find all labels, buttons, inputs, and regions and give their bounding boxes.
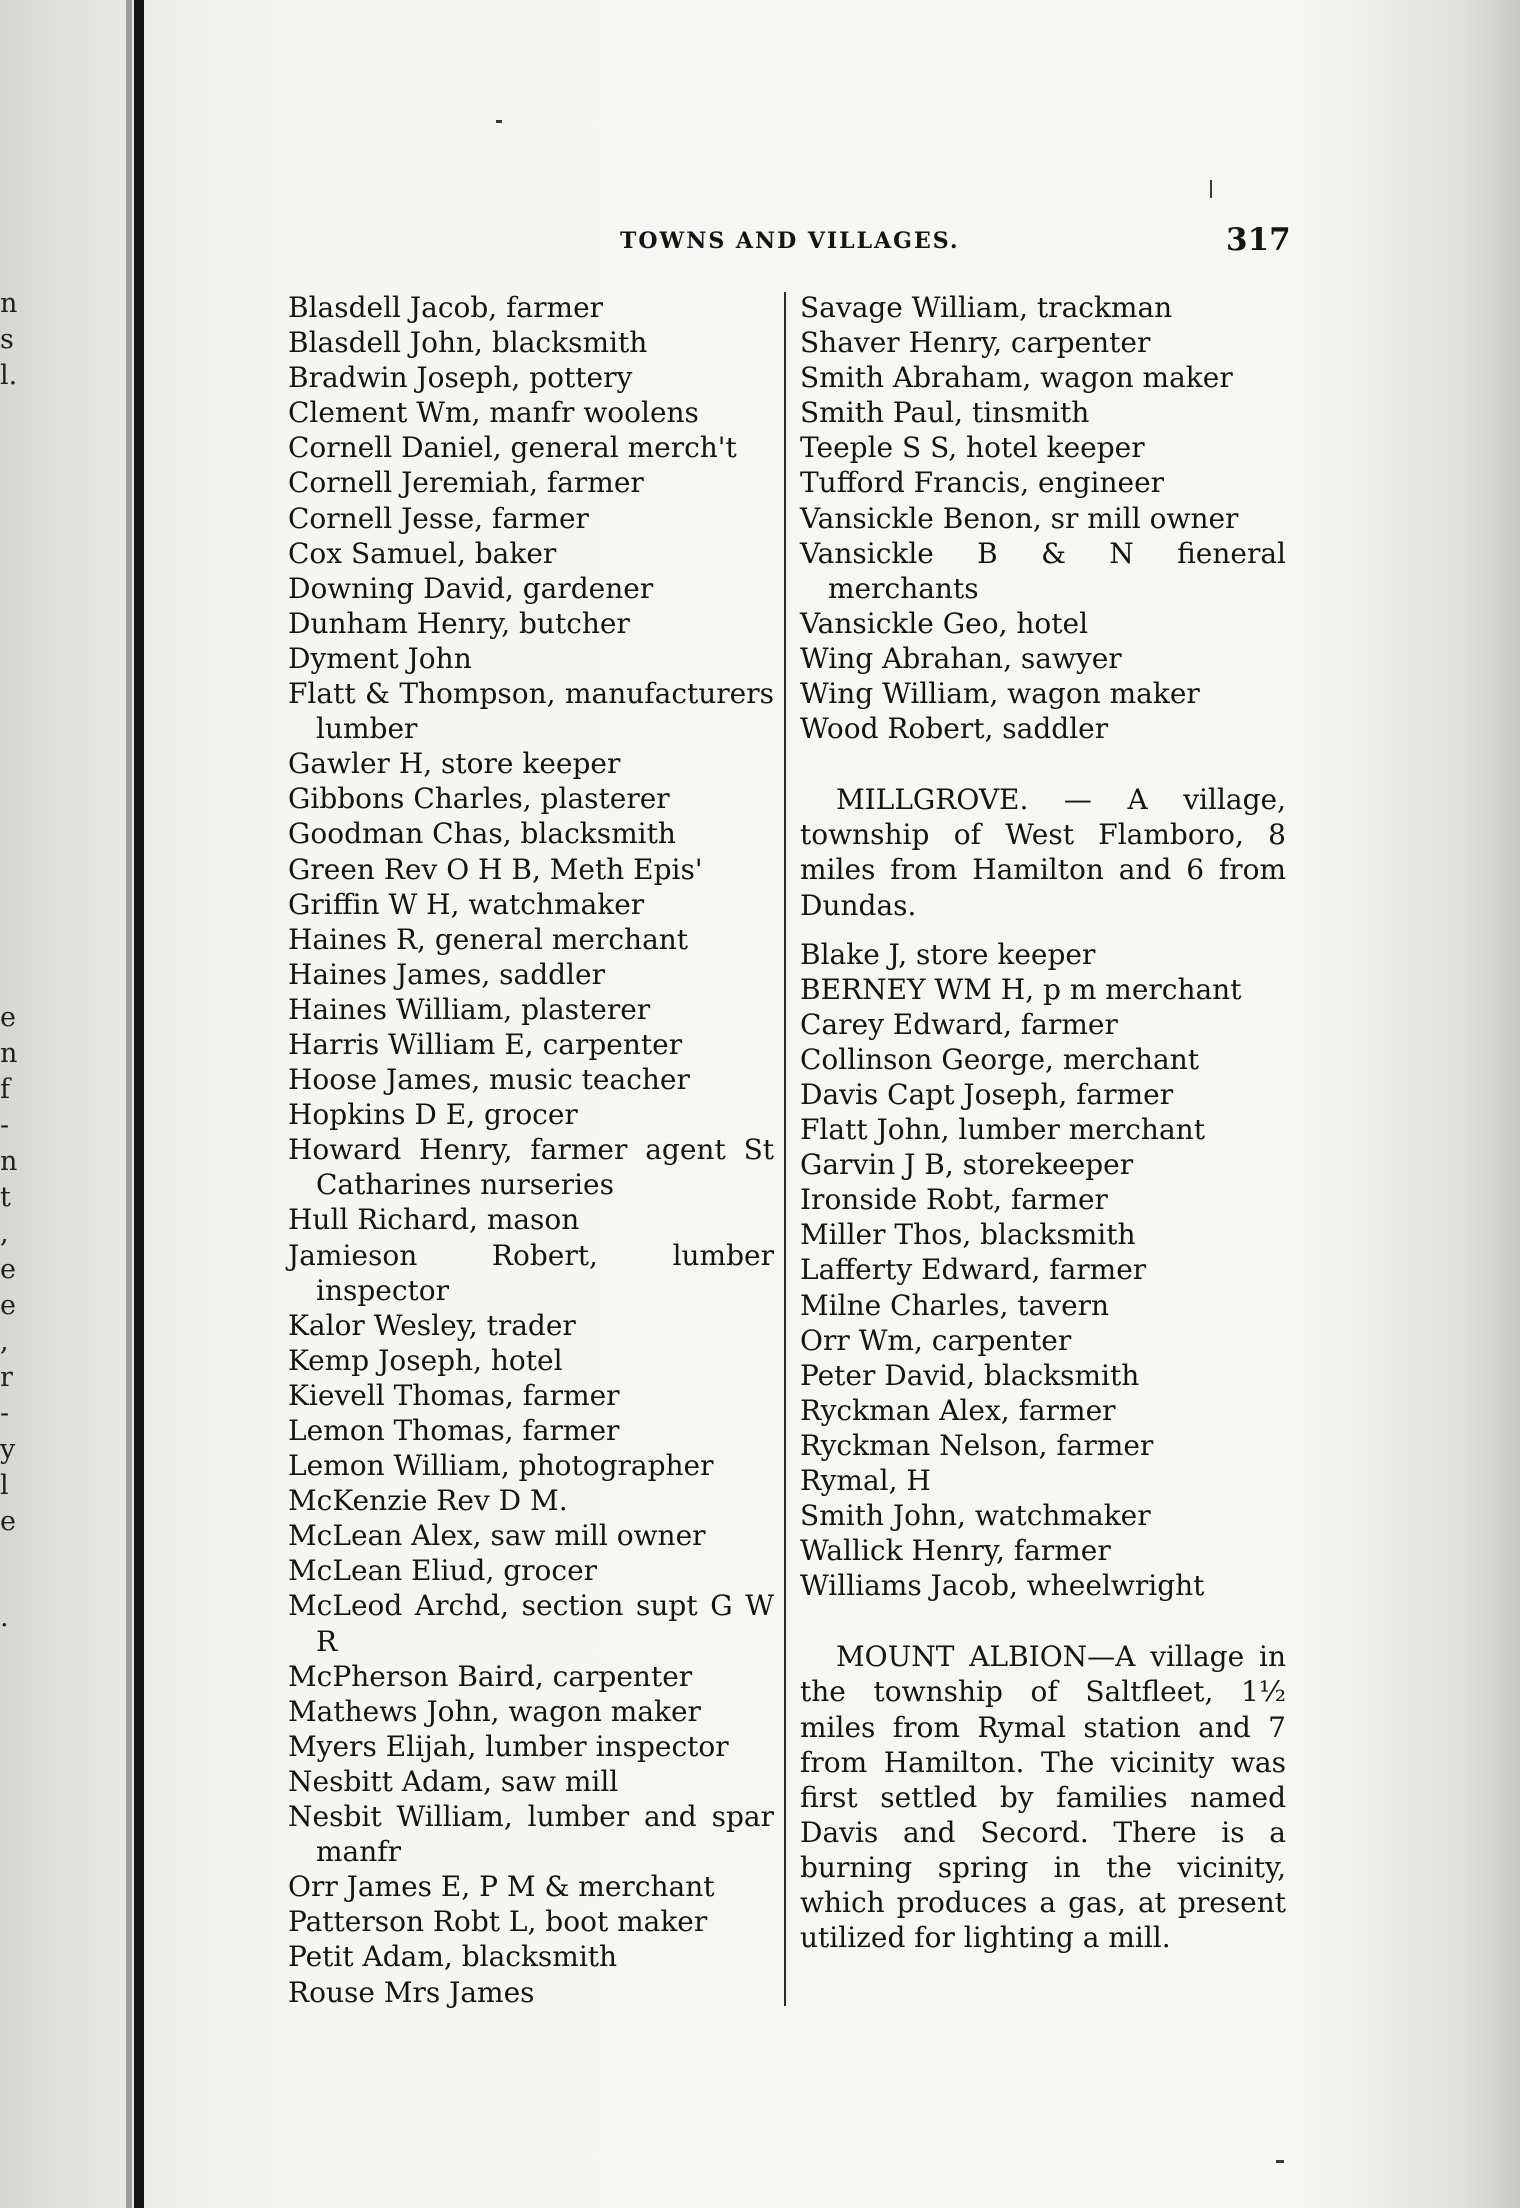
directory-entry: Haines R, general merchant (288, 922, 689, 956)
page-number: 317 (1226, 222, 1291, 258)
margin-fragment: , (0, 1218, 9, 1249)
directory-entry: Vansickle B & N fieneral merchants (800, 536, 1286, 605)
directory-entry: Blake J, store keeper (800, 937, 1096, 971)
millgrove-description: MILLGROVE. — A village, township of West Flamboro, 8 miles from Hamilton and 6 from Dundas. (800, 783, 1286, 922)
directory-entry: Wood Robert, saddler (800, 712, 1109, 746)
directory-entry: McKenzie Rev D M. (288, 1484, 568, 1518)
directory-entry: McLean Eliud, grocer (288, 1554, 598, 1588)
directory-entry: Rouse Mrs James (288, 1975, 535, 2009)
directory-entry: Miller Thos, blacksmith (800, 1218, 1136, 1252)
margin-fragment: - (0, 1110, 10, 1141)
directory-entry: Goodman Chas, blacksmith (288, 817, 676, 851)
directory-entry: BERNEY WM H, p m merchant (800, 972, 1242, 1006)
right-column (800, 290, 1286, 1955)
directory-entry: Teeple S S, hotel keeper (800, 431, 1145, 465)
directory-entry: Lafferty Edward, farmer (800, 1253, 1147, 1287)
print-speck (1210, 180, 1212, 198)
directory-entry: Hoose James, music teacher (288, 1063, 690, 1097)
directory-entry: Haines James, saddler (288, 957, 605, 991)
directory-entry: Lemon Thomas, farmer (288, 1414, 620, 1447)
left-column (288, 290, 774, 2010)
directory-entry: Orr Wm, carpenter (800, 1323, 1072, 1357)
margin-fragment: l (0, 1470, 9, 1501)
margin-fragment: n (0, 1146, 18, 1177)
directory-entry: Clement Wm, manfr woolens (288, 396, 699, 430)
directory-entry: Ryckman Alex, farmer (800, 1393, 1116, 1427)
directory-entry: Rymal, H (800, 1464, 931, 1497)
margin-fragment: - (0, 1398, 10, 1429)
directory-entry: Nesbit William, lumber and spar manfr (288, 1800, 774, 1869)
directory-entry: Milne Charles, tavern (800, 1288, 1110, 1322)
section-gap (800, 1603, 1286, 1639)
directory-entry: Dyment John (288, 641, 472, 675)
directory-entry: Myers Elijah, lumber inspector (288, 1729, 729, 1763)
column-divider (784, 292, 786, 2006)
directory-entry: Ryckman Nelson, farmer (800, 1428, 1154, 1462)
directory-entry: Gibbons Charles, plasterer (288, 782, 670, 816)
directory-entry: Lemon William, photographer (288, 1449, 714, 1483)
directory-entry: Carey Edward, farmer (800, 1007, 1118, 1041)
section-gap (800, 923, 1286, 937)
directory-entry: Haines William, plasterer (288, 992, 651, 1026)
directory-entry: Cornell Daniel, general merch't (288, 431, 737, 465)
directory-entry: Griffin W H, watchmaker (288, 887, 645, 921)
directory-entry: Green Rev O H B, Meth Epis' (288, 852, 703, 886)
directory-entry: Nesbitt Adam, saw mill (288, 1764, 619, 1798)
margin-fragment: s (0, 324, 14, 355)
margin-fragment: f (0, 1074, 10, 1105)
directory-entry: Hopkins D E, grocer (288, 1098, 578, 1132)
directory-entry: Downing David, gardener (288, 571, 654, 605)
directory-entry: Savage William, trackman (800, 291, 1173, 324)
directory-entry: Kievell Thomas, farmer (288, 1378, 620, 1412)
margin-fragment: e (0, 1002, 16, 1033)
directory-entry: Blasdell Jacob, farmer (288, 291, 604, 324)
directory-entry: Vansickle Benon, sr mill owner (800, 501, 1239, 535)
directory-entry: Kemp Joseph, hotel (288, 1343, 563, 1377)
margin-fragment: . (0, 1602, 9, 1633)
binding-shadow (126, 0, 132, 2208)
directory-entry: Tufford Francis, engineer (800, 466, 1165, 500)
mount-albion-description: MOUNT ALBION—A village in the township of Saltfleet, 1½ miles from Rymal station and 7 from Hamilton. The vicinity was first settled by families named Davis and Secord. There is a burning spring in the vicinity, which produces a gas, at present utilized for lighting a mill. (800, 1640, 1286, 1955)
directory-entry: Jamieson Robert, lumber inspector (288, 1238, 774, 1307)
directory-entry: Kalor Wesley, trader (288, 1308, 576, 1342)
margin-fragment: t (0, 1182, 11, 1213)
directory-entry: Patterson Robt L, boot maker (288, 1905, 708, 1939)
margin-fragment: l. (0, 360, 18, 391)
directory-entry: Gawler H, store keeper (288, 747, 621, 781)
directory-entry: Peter David, blacksmith (800, 1358, 1140, 1392)
directory-entry: Collinson George, merchant (800, 1042, 1200, 1076)
margin-fragment: n (0, 288, 18, 319)
directory-entry: Cornell Jesse, farmer (288, 501, 589, 535)
directory-entry: Blasdell John, blacksmith (288, 326, 648, 360)
print-speck (496, 120, 502, 123)
directory-entry: Flatt John, lumber merchant (800, 1113, 1205, 1147)
directory-entry: Davis Capt Joseph, farmer (800, 1077, 1174, 1111)
directory-entry: Ironside Robt, farmer (800, 1183, 1108, 1217)
directory-entry: Wing William, wagon maker (800, 677, 1200, 711)
margin-fragment: e (0, 1506, 16, 1537)
directory-entry: McLeod Archd, section supt G W R (288, 1589, 774, 1658)
directory-entry: Hull Richard, mason (288, 1203, 580, 1237)
print-speck (1276, 2160, 1284, 2163)
directory-entry: McLean Alex, saw mill owner (288, 1519, 706, 1553)
directory-entry: Petit Adam, blacksmith (288, 1940, 618, 1974)
margin-fragment: e (0, 1254, 16, 1285)
directory-entry: Vansickle Geo, hotel (800, 606, 1089, 640)
directory-entry: Orr James E, P M & merchant (288, 1870, 715, 1904)
margin-fragment: e (0, 1290, 16, 1321)
directory-entry: Cox Samuel, baker (288, 536, 557, 570)
directory-entry: Wallick Henry, farmer (800, 1534, 1111, 1568)
directory-entry: Howard Henry, farmer agent St Catharines nurseries (288, 1133, 774, 1202)
running-title: TOWNS AND VILLAGES. (620, 228, 960, 254)
margin-fragment: r (0, 1362, 13, 1393)
directory-entry: Harris William E, carpenter (288, 1027, 683, 1061)
margin-fragment: y (0, 1434, 16, 1465)
directory-entry: Mathews John, wagon maker (288, 1694, 701, 1728)
directory-entry: Smith Abraham, wagon maker (800, 361, 1233, 395)
directory-entry: Shaver Henry, carpenter (800, 326, 1151, 360)
directory-entry: Smith Paul, tinsmith (800, 396, 1090, 430)
binding-edge (134, 0, 144, 2208)
margin-fragment: , (0, 1326, 9, 1357)
directory-entry: McPherson Baird, carpenter (288, 1659, 693, 1693)
directory-entry: Wing Abrahan, sawyer (800, 641, 1122, 675)
directory-entry: Williams Jacob, wheelwright (800, 1569, 1205, 1603)
section-gap (800, 746, 1286, 782)
margin-fragment: n (0, 1038, 18, 1069)
directory-entry: Garvin J B, storekeeper (800, 1148, 1134, 1182)
directory-entry: Dunham Henry, butcher (288, 606, 630, 640)
directory-entry: Flatt & Thompson, manufacturers lumber (288, 677, 774, 746)
directory-entry: Bradwin Joseph, pottery (288, 361, 633, 395)
directory-entry: Smith John, watchmaker (800, 1499, 1151, 1533)
directory-entry: Cornell Jeremiah, farmer (288, 466, 644, 500)
